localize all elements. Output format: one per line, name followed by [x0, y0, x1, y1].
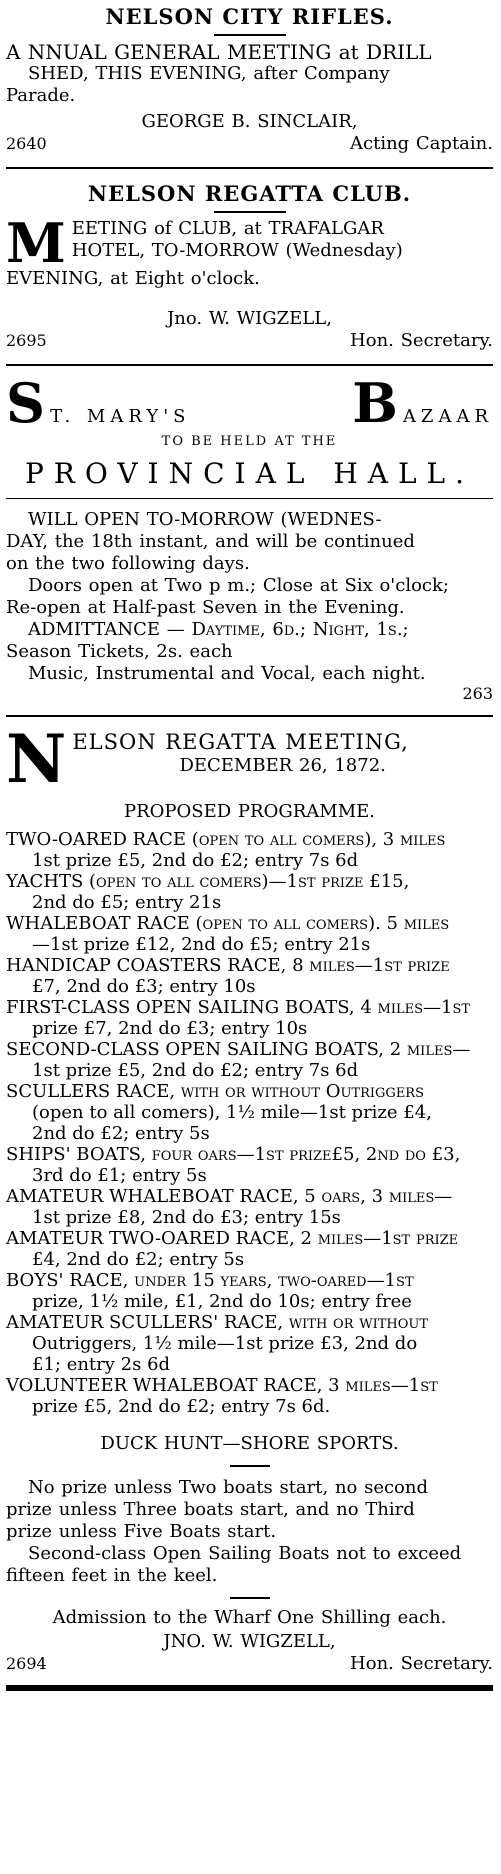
- program-item-line: AMATEUR SCULLERS' RACE, with or without: [6, 1312, 428, 1333]
- signature-name: GEORGE B. SINCLAIR,: [141, 111, 358, 132]
- ad-body-line: Re-open at Half-past Seven in the Evening.: [6, 597, 405, 618]
- program-item: [6, 829, 493, 871]
- program-item: [6, 1270, 493, 1312]
- program-item: [6, 1228, 493, 1270]
- dropcap-letter: S: [6, 371, 45, 435]
- program-item-line: YACHTS (open to all comers)—1st prize £15,: [6, 871, 410, 892]
- program-item: [6, 1144, 493, 1186]
- ad-title: NELSON REGATTA CLUB.: [87, 181, 412, 206]
- title-rule: [214, 34, 286, 36]
- program-item: [6, 1375, 493, 1417]
- program-item-line: 1st prize £5, 2nd do £2; entry 7s 6d: [32, 1060, 359, 1081]
- ad-number: 2695: [6, 331, 47, 350]
- dropcap-letter: M: [6, 211, 66, 275]
- bazaar-subtitle: TO BE HELD AT THE: [161, 434, 338, 449]
- bazaar-title-left: [6, 371, 191, 435]
- ad-st-marys-bazaar: [6, 371, 493, 703]
- ad-body-line: EETING of CLUB, at TRAFALGAR: [71, 218, 384, 239]
- title-rule: [230, 1465, 270, 1467]
- ad-body-line: HOTEL, TO-MORROW (Wednesday): [71, 240, 403, 261]
- program-item-line: WHALEBOAT RACE (open to all comers). 5 miles: [6, 913, 450, 934]
- program-item-line: VOLUNTEER WHALEBOAT RACE, 3 miles—1st: [6, 1375, 438, 1396]
- ad-body-line: ADMITTANCE — Daytime, 6d.; Night, 1s.;: [28, 619, 409, 640]
- note-line: No prize unless Two boats start, no second: [28, 1477, 429, 1498]
- ad-number: 2640: [6, 134, 47, 153]
- program-item-line: 3rd do £1; entry 5s: [32, 1165, 207, 1186]
- program-item-line: prize £5, 2nd do £2; entry 7s 6d.: [32, 1396, 331, 1417]
- ad-body-line: A NNUAL GENERAL MEETING at DRILL: [6, 40, 432, 64]
- ad-footer-row: [6, 330, 493, 352]
- ad-body-line: Doors open at Two p m.; Close at Six o'clock;: [28, 575, 449, 596]
- title-rule: [230, 1597, 270, 1599]
- dropcap-text: [72, 218, 493, 262]
- program-item-line: £4, 2nd do £2; entry 5s: [32, 1249, 245, 1270]
- signature-name: JNO. W. WIGZELL,: [163, 1631, 336, 1652]
- ad-body-line: SHED, THIS EVENING, after Company: [28, 63, 390, 84]
- signature-title: Hon. Secretary.: [350, 330, 493, 351]
- ad-body-line: Music, Instrumental and Vocal, each night.: [28, 663, 426, 684]
- section-divider: [6, 364, 493, 366]
- ad-body-line: on the two following days.: [6, 553, 250, 574]
- program-item-line: SCULLERS RACE, with or without Outriggers: [6, 1081, 424, 1102]
- regatta-header: [6, 720, 493, 798]
- program-item: [6, 1039, 493, 1081]
- regatta-header-text: [72, 729, 493, 777]
- program-item: [6, 871, 493, 913]
- program-item-line: (open to all comers), 1½ mile—1st prize £4,: [32, 1102, 432, 1123]
- title-left-text: T. MARY'S: [50, 406, 191, 427]
- program-item-line: Outriggers, 1½ mile—1st prize £3, 2nd do: [32, 1333, 418, 1354]
- program-list: [6, 829, 493, 1417]
- note-line: fifteen feet in the keel.: [6, 1565, 218, 1586]
- program-item-line: BOYS' RACE, under 15 years, two-oared—1st: [6, 1270, 414, 1291]
- ad-body-line: WILL OPEN TO-MORROW (WEDNES-: [28, 509, 382, 530]
- regatta-date: DECEMBER 26, 1872.: [179, 755, 386, 776]
- program-heading: PROPOSED PROGRAMME.: [124, 801, 375, 822]
- program-item: [6, 913, 493, 955]
- note-line: prize unless Three boats start, and no Third: [6, 1499, 415, 1520]
- program-item-line: 2nd do £5; entry 21s: [32, 892, 222, 913]
- ad-body-line: Season Tickets, 2s. each: [6, 641, 233, 662]
- section-divider: [6, 167, 493, 169]
- program-item-line: FIRST-CLASS OPEN SAILING BOATS, 4 miles—1st: [6, 997, 471, 1018]
- section-divider: [6, 498, 493, 499]
- signature-title: Hon. Secretary.: [350, 1653, 493, 1674]
- title-rule: [214, 211, 286, 213]
- program-item: [6, 997, 493, 1039]
- program-item-line: TWO-OARED RACE (open to all comers), 3 miles: [6, 829, 446, 850]
- duck-hunt-heading: DUCK HUNT—SHORE SPORTS.: [100, 1433, 399, 1454]
- program-item: [6, 1186, 493, 1228]
- dropcap-paragraph: [6, 211, 493, 275]
- program-item: [6, 955, 493, 997]
- ad-body-line: DAY, the 18th instant, and will be continued: [6, 531, 415, 552]
- ad-footer-row: [6, 133, 493, 155]
- page-bottom-rule: [6, 1685, 493, 1691]
- admission-line: Admission to the Wharf One Shilling each.: [52, 1607, 447, 1628]
- ad-body-line: Parade.: [6, 85, 76, 106]
- program-item-line: 2nd do £2; entry 5s: [32, 1123, 210, 1144]
- ad-number: 2694: [6, 1654, 47, 1673]
- title-right-text: AZAAR: [402, 406, 493, 427]
- program-item-line: AMATEUR TWO-OARED RACE, 2 miles—1st prize: [6, 1228, 459, 1249]
- ad-title: NELSON CITY RIFLES.: [105, 4, 394, 29]
- section-divider: [6, 715, 493, 717]
- ad-nelson-city-rifles: [6, 0, 493, 155]
- program-item-line: £1; entry 2s 6d: [32, 1354, 171, 1375]
- ad-number: 263: [462, 684, 493, 703]
- ad-nelson-regatta-club: [6, 181, 493, 352]
- venue-heading: PROVINCIAL HALL.: [24, 457, 475, 490]
- bazaar-title-row: [6, 371, 493, 435]
- ad-body-line: EVENING, at Eight o'clock.: [6, 268, 260, 289]
- program-item-line: HANDICAP COASTERS RACE, 8 miles—1st prize: [6, 955, 450, 976]
- program-item-line: prize £7, 2nd do £3; entry 10s: [32, 1018, 308, 1039]
- dropcap-letter: B: [352, 371, 398, 435]
- program-item-line: SHIPS' BOATS, four oars—1st prize£5, 2nd do £3,: [6, 1144, 461, 1165]
- program-item-line: AMATEUR WHALEBOAT RACE, 5 oars, 3 miles—: [6, 1186, 453, 1207]
- regatta-title: ELSON REGATTA MEETING,: [72, 730, 409, 754]
- dropcap-letter: N: [6, 720, 67, 798]
- program-item-line: SECOND-CLASS OPEN SAILING BOATS, 2 miles—: [6, 1039, 471, 1060]
- program-item-line: 1st prize £8, 2nd do £3; entry 15s: [32, 1207, 341, 1228]
- note-line: prize unless Five Boats start.: [6, 1521, 277, 1542]
- program-item: [6, 1081, 493, 1144]
- ad-footer-row: [6, 1653, 493, 1675]
- ad-nelson-regatta-meeting: [6, 720, 493, 1675]
- program-item-line: prize, 1½ mile, £1, 2nd do 10s; entry free: [32, 1291, 412, 1312]
- bazaar-title-right: [352, 371, 493, 435]
- program-item-line: 1st prize £5, 2nd do £2; entry 7s 6d: [32, 850, 359, 871]
- program-item-line: —1st prize £12, 2nd do £5; entry 21s: [32, 934, 371, 955]
- signature-title: Acting Captain.: [350, 133, 493, 154]
- program-item-line: £7, 2nd do £3; entry 10s: [32, 976, 256, 997]
- program-item: [6, 1312, 493, 1375]
- signature-name: Jno. W. WIGZELL,: [167, 308, 332, 329]
- note-line: Second-class Open Sailing Boats not to exceed: [28, 1543, 462, 1564]
